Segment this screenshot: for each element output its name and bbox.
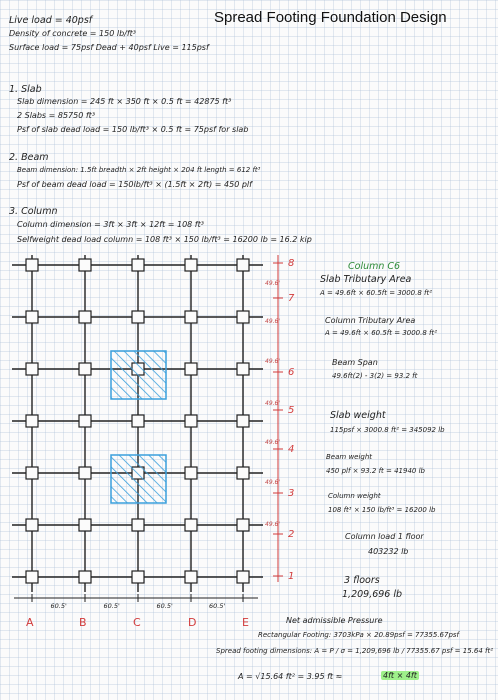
beam-span-value: 49.6ft(2) - 3(2) = 93.2 ft — [332, 372, 418, 380]
column-square — [237, 363, 249, 375]
grid-row-label: 1 — [288, 571, 295, 582]
two-slabs: 2 Slabs = 85750 ft³ — [17, 111, 96, 120]
column-load-value: 403232 lb — [368, 547, 409, 556]
column-square — [185, 363, 197, 375]
beam-span-title: Beam Span — [332, 358, 378, 367]
column-square — [26, 467, 38, 479]
column-square — [237, 311, 249, 323]
column-heading: 3. Column — [9, 206, 58, 217]
column-square — [237, 467, 249, 479]
grid-row-label: 8 — [288, 258, 295, 269]
column-square — [132, 311, 144, 323]
column-square — [26, 363, 38, 375]
grid-column-label: D — [188, 616, 197, 629]
slab-dimension: Slab dimension = 245 ft × 350 ft × 0.5 ft = 42875 ft³ — [17, 97, 232, 106]
grid-row-spacing-label: 49.6' — [265, 479, 281, 486]
column-square — [185, 571, 197, 583]
concrete-density: Density of concrete = 150 lb/ft³ — [9, 29, 136, 38]
net-admissible-pressure: Net admissible Pressure — [286, 616, 383, 625]
grid-row-label: 5 — [288, 405, 295, 416]
column-square — [26, 311, 38, 323]
beam-psf: Psf of beam dead load = 150lb/ft³ × (1.5ft × 2ft) = 450 plf — [17, 180, 252, 189]
column-c6-heading: Column C6 — [348, 261, 401, 272]
column-tributary-title: Column Tributary Area — [325, 316, 416, 325]
live-load: Live load = 40psf — [9, 15, 93, 26]
column-square — [79, 259, 91, 271]
column-square — [132, 259, 144, 271]
column-square — [26, 571, 38, 583]
grid-column-label: B — [79, 616, 87, 629]
column-square — [26, 415, 38, 427]
column-square — [237, 571, 249, 583]
page-title: Spread Footing Foundation Design — [214, 9, 447, 26]
column-square — [185, 519, 197, 531]
column-square — [26, 259, 38, 271]
column-square — [79, 311, 91, 323]
column-selfweight: Selfweight dead load column = 108 ft³ × 150 lb/ft³ = 16200 lb = 16.2 kip — [17, 235, 312, 244]
grid-column-spacing-label: 60.5' — [209, 602, 226, 610]
column-square — [79, 415, 91, 427]
column-square — [132, 571, 144, 583]
grid-column-label: C — [133, 616, 141, 629]
grid-column-spacing-label: 60.5' — [103, 602, 120, 610]
grid-column-spacing-label: 60.5' — [156, 602, 173, 610]
grid-row-label: 4 — [288, 444, 295, 455]
column-square — [237, 415, 249, 427]
beam-weight-value: 450 plf × 93.2 ft = 41940 lb — [326, 467, 425, 475]
grid-row-spacing-label: 49.6' — [265, 280, 281, 287]
final-footing-size: 4ft × 4ft — [383, 671, 417, 680]
rectangular-footing: Rectangular Footing: 3703kPa × 20.89psf = 77355.67psf — [258, 631, 460, 639]
column-load-title: Column load 1 floor — [345, 532, 424, 541]
grid-row-spacing-label: 49.6' — [265, 318, 281, 325]
slab-weight-title: Slab weight — [330, 410, 386, 421]
column-square — [185, 467, 197, 479]
column-weight-value: 108 ft³ × 150 lb/ft³ = 16200 lb — [328, 506, 436, 514]
grid-column-spacing-label: 60.5' — [50, 602, 67, 610]
column-square — [79, 467, 91, 479]
column-square — [26, 519, 38, 531]
grid-row-spacing-label: 49.6' — [265, 400, 281, 407]
beam-heading: 2. Beam — [9, 152, 49, 163]
grid-row-spacing-label: 49.6' — [265, 358, 281, 365]
beam-dimension: Beam dimension: 1.5ft breadth × 2ft height × 204 ft length = 612 ft³ — [17, 166, 261, 174]
beam-weight-title: Beam weight — [326, 453, 373, 461]
spread-footing-dimensions: Spread footing dimensions: A = P / σ = 1,209,696 lb / 77355.67 psf = 15.64 ft² — [216, 647, 494, 655]
area-result: A = √15.64 ft² = 3.95 ft ≈ — [238, 672, 343, 681]
grid-row-spacing-label: 49.6' — [265, 439, 281, 446]
column-weight-title: Column weight — [328, 492, 381, 500]
column-tributary-value: A = 49.6ft × 60.5ft = 3000.8 ft² — [325, 329, 438, 337]
column-square — [79, 571, 91, 583]
slab-heading: 1. Slab — [9, 84, 42, 95]
column-square — [79, 363, 91, 375]
grid-column-label: E — [242, 616, 249, 629]
grid-row-label: 2 — [288, 529, 295, 540]
floors-title: 3 floors — [344, 575, 380, 586]
grid-row-label: 3 — [288, 488, 295, 499]
column-square — [185, 311, 197, 323]
slab-tributary-value: A = 49.6ft × 60.5ft = 3000.8 ft² — [320, 289, 433, 297]
column-square — [237, 259, 249, 271]
surface-load: Surface load = 75psf Dead + 40psf Live = 115psf — [9, 43, 209, 52]
slab-tributary-title: Slab Tributary Area — [320, 274, 412, 285]
slab-psf: Psf of slab dead load = 150 lb/ft³ × 0.5 ft = 75psf for slab — [17, 125, 249, 134]
column-square — [185, 415, 197, 427]
column-square — [132, 415, 144, 427]
column-square — [132, 519, 144, 531]
floors-value: 1,209,696 lb — [342, 589, 403, 600]
column-square — [185, 259, 197, 271]
grid-column-label: A — [26, 616, 34, 629]
grid-row-label: 7 — [288, 293, 295, 304]
tributary-area-lower — [111, 455, 166, 503]
grid-row-label: 6 — [288, 367, 295, 378]
grid-row-spacing-label: 49.6' — [265, 521, 281, 528]
column-square — [79, 519, 91, 531]
column-square — [237, 519, 249, 531]
slab-weight-value: 115psf × 3000.8 ft² = 345092 lb — [330, 426, 445, 434]
column-dimension: Column dimension = 3ft × 3ft × 12ft = 108 ft³ — [17, 220, 204, 229]
tributary-area-upper — [111, 351, 166, 399]
